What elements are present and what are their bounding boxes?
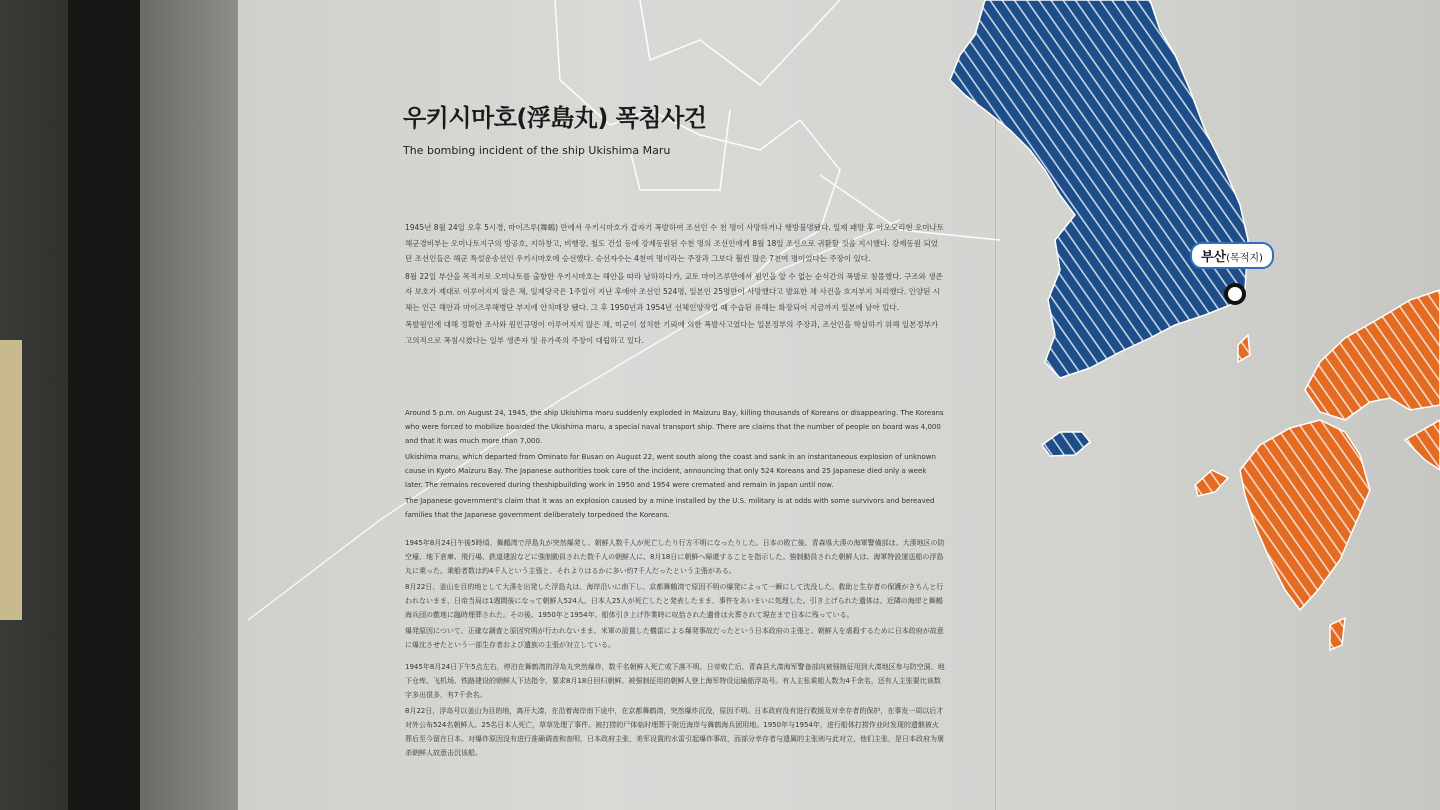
- japanese-text-block: [405, 536, 945, 654]
- chinese-text-block: [405, 660, 945, 762]
- japan-islet-3: [1330, 618, 1345, 650]
- english-paragraph: Ukishima maru, which departed from Ominato for Busan on August 22, went south along the coast and sank in an instantaneous explosion of unknown cause in Kyoto Maizuru Bay. The Japanese authorities took care of the incident, announcing that only 524 Koreans and 25 Japanese died only a week later. The remains recovered during theshipbuilding work in 1950 and 1954 were cremated and remain in Japan until now.: [405, 453, 936, 489]
- exhibit-subtitle: The bombing incident of the ship Ukishima Maru: [403, 144, 671, 157]
- japanese-paragraph: 1945年8月24日午後5時頃、舞鶴湾で浮島丸が突然爆発し、朝鮮人数千人が死亡したり行方不明になったりした。日本の敗亡後、青森県大湊の海軍警備部は、大湊地区の防空壕、地下倉庫、飛行場、鉄道建設などに強制動員された数千人の朝鮮人に、8月18日に朝鮮へ帰還することを指示した。強制動員された朝鮮人は、海軍特設運送船の浮島丸に乗った。乗船者数は約4千人という主張と、それよりはるかに多い約7千人だったという主張がある。: [405, 539, 945, 575]
- japan-kyushu: [1240, 420, 1370, 610]
- japan-islet-2: [1195, 470, 1228, 496]
- japanese-paragraph: 爆発原因について、正確な調査と原因究明が行われないまま、米軍の設置した機雷による爆発事故だったという日本政府の主張と、朝鮮人を虐殺するために日本政府が故意に爆沈させたという一部生存者および遺族の主張が対立している。: [405, 627, 944, 649]
- japan-honshu: [1305, 290, 1440, 420]
- exhibit-title: 우키시마호(浮島丸) 폭침사건: [403, 104, 707, 132]
- korean-paragraph: 1945년 8월 24일 오후 5시경, 마이즈루(舞鶴) 만에서 우키시마호가 갑자기 폭발하여 조선인 수 천 명이 사망하거나 행방불명됐다. 일제 패망 후 아오모리현 오미나토 해군경비부는 오미나토지구의 방공호, 지하창고, 비행장, 철도 건설 등에 강제동원된 수천 명의 조선인에게 8월 18일 조선으로 귀환할 것을 지시했다. 강제동원 되었던 조선인들은 해군 특설운송선인 우키시마호에 승선했다. 승선자수는 4천여 명이라는 주장과 그보다 훨씬 많은 7천여 명이었다는 주장이 있다.: [405, 223, 944, 263]
- japan-islet-1: [1238, 335, 1250, 362]
- chinese-paragraph: 8月22日，浮岛号以釜山为目的地，离开大凑，在沿着海岸南下途中，在京都舞鹤湾，突然爆炸沉没，原因不明。日本政府没有进行救援及对幸存者的保护，在事发一周以后才对外公布524名朝鲜人、25名日本人死亡，草草处理了事件。被打捞的尸体临时埋葬于附近海岸与舞鹤海兵团用地。1950年与1954年，进行船体打捞作业时发现的遗骸被火葬后至今留在日本。对爆炸原因没有进行准确调查和查明，日本政府主张，美军设置的水雷引起爆炸事故，而部分幸存者与遗属的主张则与此对立，他们主张，是日本政府为屠杀朝鲜人故意击沉该船。: [405, 707, 944, 757]
- busan-note: (목적지): [1226, 253, 1263, 264]
- busan-name: 부산: [1201, 250, 1227, 265]
- korean-paragraph: 폭발원인에 대해 정확한 조사와 원인규명이 이루어지지 않은 채, 미군이 설치한 기뢰에 의한 폭발사고였다는 일본정부의 주장과, 조선인을 학살하기 위해 일본정부가 고의적으로 폭침시켰다는 일부 생존자 및 유가족의 주장이 대립하고 있다.: [405, 320, 939, 345]
- jeju-island: [1042, 432, 1090, 456]
- korean-paragraph: 8월 22일 부산을 목적지로 오미나토를 출항한 우키시마호는 해안을 따라 남하하다가, 교토 마이즈루만에서 원인을 알 수 없는 순식간의 폭발로 침몰했다. 구조와 생존자 보호가 제대로 이루어지지 않은 채, 일제당국은 1주일이 지난 후에야 조선인 524명, 일본인 25명만이 사망했다고 발표한 채 사건을 흐지부지 처리했다. 인양된 시체는 인근 해안과 마이즈루해병단 부지에 안치매장 됐다. 그 후 1950년과 1954년 선체인양작업 때 수습된 유해는 화장되어 지금까지 일본에 남아 있다.: [405, 271, 943, 312]
- korean-peninsula: [950, 0, 1248, 378]
- english-paragraph: Around 5 p.m. on August 24, 1945, the ship Ukishima maru suddenly exploded in Maizuru Bay, killing thousands of Koreans or disappearing. The Koreans who were forced to mobilize boarded the Ukishima maru, a special naval transport ship. There are claims that the number of people on board was 4,000 and that it was much more than 7,000.: [405, 409, 944, 445]
- english-text-block: [405, 406, 945, 524]
- busan-destination-label: [1190, 242, 1274, 269]
- japan-shikoku: [1405, 420, 1440, 470]
- korean-text-block: [405, 220, 945, 350]
- japanese-paragraph: 8月22日、釜山を目的地として大湊を出発した浮島丸は、海岸沿いに南下し、京都舞鶴湾で原因不明の爆発によって一瞬にして沈没した。救助と生存者の保護がきちんと行われないまま、日帝当局は1週間後になって朝鮮人524人、日本人25人が死亡したと発表したまま、事件をあいまいに処理した。引き上げられた遺体は、近隣の海岸と舞鶴海兵団の敷地に臨時埋葬された。その後、1950年と1954年、船体引き上げ作業時に収拾された遺骨は火葬されて現在まで日本に残っている。: [405, 583, 944, 619]
- busan-location-marker: [1224, 283, 1246, 305]
- english-paragraph: The Japanese government's claim that it was an explosion caused by a mine installed by the U.S. military is at odds with some survivors and bereaved families that the Japanese government deliberately torpedoed the Koreans.: [405, 497, 935, 519]
- chinese-paragraph: 1945年8月24日下午5点左右，停泊在舞鹤湾的浮岛丸突然爆炸，数千名朝鲜人死亡或下落不明。日帝败亡后，青森县大凑海军警备部向被强制征用到大凑地区参与防空洞、地下仓库、飞机场、铁路建设的朝鲜人下达指令，要求8月18日回归朝鲜。被强制征用的朝鲜人登上海军特设运输船浮岛号。有人主张乘船人数为4千余名，还有人主张要比该数字多出很多，有7千余名。: [405, 663, 945, 699]
